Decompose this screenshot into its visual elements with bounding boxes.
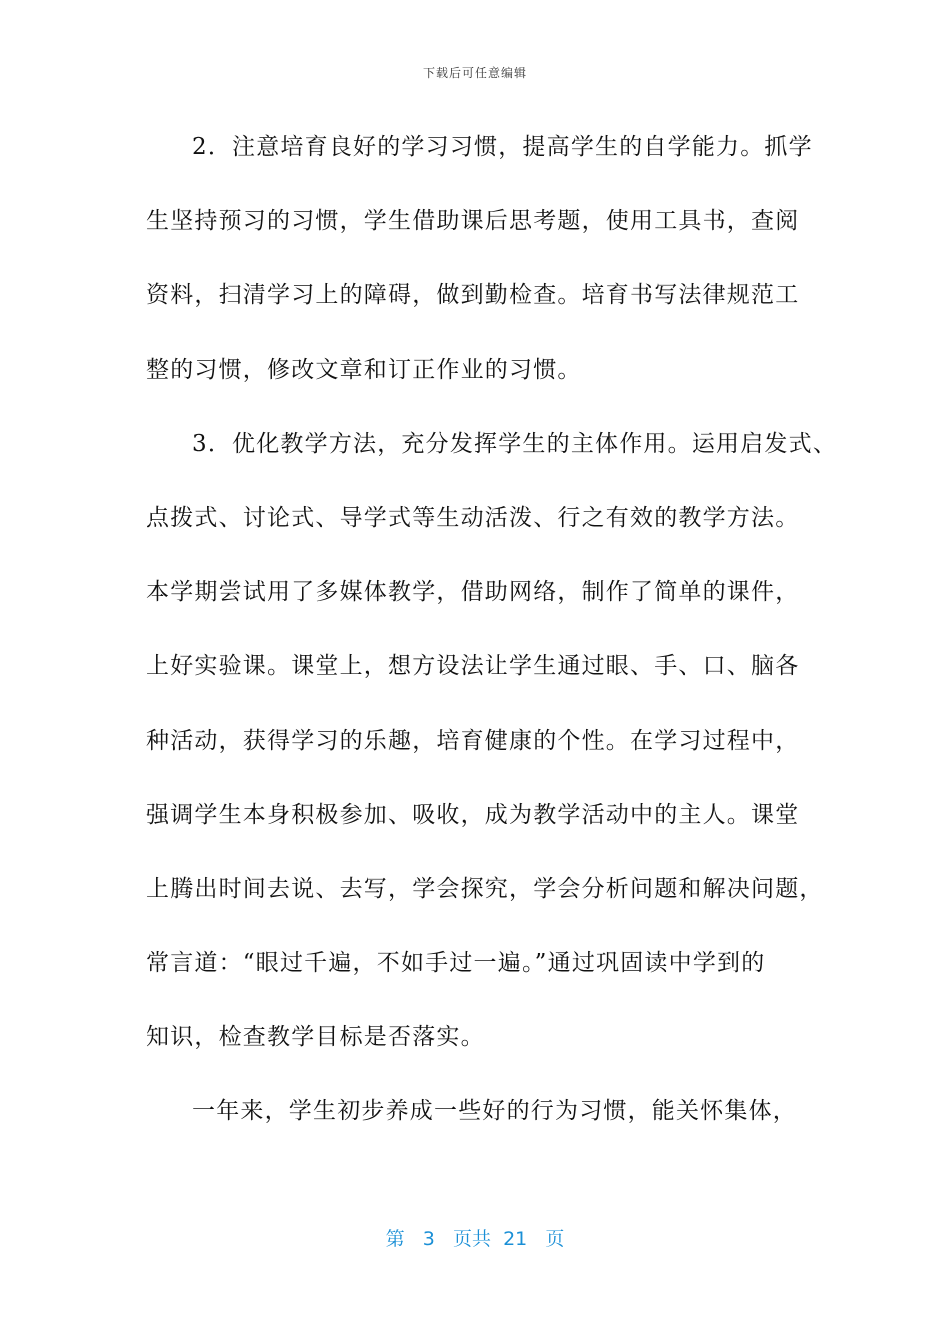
paragraph-line: 整的习惯，修改文章和订正作业的习惯。 bbox=[146, 356, 582, 383]
paragraph-line: 知识，检查教学目标是否落实。 bbox=[146, 1024, 485, 1051]
page-header: 下载后可任意编辑 bbox=[422, 66, 527, 80]
footer-middle: 页共 bbox=[452, 1228, 491, 1250]
footer-total-pages: 21 bbox=[503, 1228, 528, 1250]
paragraph-line: 种活动，获得学习的乐趣，培育健康的个性。在学习过程中， bbox=[146, 727, 800, 754]
paragraph-line: 资料，扫清学习上的障碍，做到勤检查。培育书写法律规范工 bbox=[146, 282, 800, 309]
paragraph-line: 常言道：“眼过千遍，不如手过一遍。”通过巩固读中学到的 bbox=[146, 950, 766, 977]
footer-suffix: 页 bbox=[545, 1228, 565, 1250]
paragraph-line: 本学期尝试用了多媒体教学，借助网络，制作了简单的课件， bbox=[146, 579, 800, 606]
paragraph-line: 强调学生本身积极参加、吸收，成为教学活动中的主人。课堂 bbox=[146, 801, 800, 828]
page-footer bbox=[0, 1224, 950, 1251]
paragraph-line: 上腾出时间去说、去写，学会探究，学会分析问题和解决问题， bbox=[146, 875, 824, 902]
paragraph-line: 2．注意培育良好的学习习惯，提高学生的自学能力。抓学 bbox=[192, 134, 813, 160]
paragraph-line: 3．优化教学方法，充分发挥学生的主体作用。运用启发式、 bbox=[192, 430, 838, 457]
footer-prefix: 第 bbox=[385, 1228, 405, 1250]
paragraph-line: 一年来，学生初步养成一些好的行为习惯，能关怀集体， bbox=[192, 1098, 797, 1125]
paragraph-line: 点拨式、讨论式、导学式等生动活泼、行之有效的教学方法。 bbox=[146, 504, 800, 531]
document-body bbox=[146, 122, 838, 1161]
paragraph-line: 上好实验课。课堂上，想方设法让学生通过眼、手、口、脑各 bbox=[146, 653, 800, 680]
footer-page-number: 3 bbox=[422, 1228, 435, 1250]
paragraph-line: 生坚持预习的习惯，学生借助课后思考题，使用工具书，查阅 bbox=[146, 208, 800, 235]
